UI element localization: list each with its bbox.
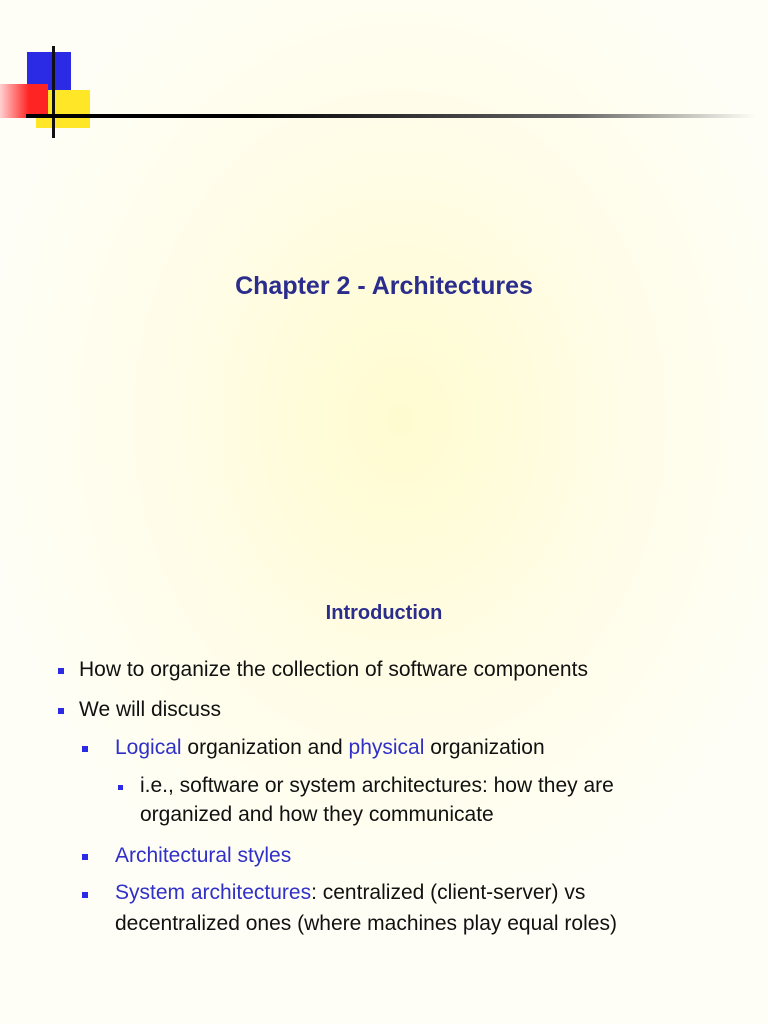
logo-vertical-line [52,46,55,138]
bullet-text-line: organized and how they communicate [140,803,494,826]
bullet-text [115,736,545,760]
bullet-marker-icon [58,708,64,714]
bullet-text-part: organization [424,736,545,759]
bullet-text-line: decentralized ones (where machines play equal roles) [115,912,617,935]
bullet-marker-icon [118,785,123,790]
logo-red-square [0,84,48,118]
slide-title: Chapter 2 - Architectures [235,272,533,300]
bullet-text: Architectural styles [115,844,292,867]
slide-subtitle: Introduction [325,602,443,624]
bullet-marker-icon [82,854,88,860]
header-rule [26,114,756,118]
highlight-term: physical [348,736,425,759]
bullet-text-line [115,877,585,908]
slide-logo [0,0,110,140]
highlight-term: System architectures [115,881,312,904]
bullet-text-line: i.e., software or system architectures: how they are [140,774,614,797]
bullet-text: How to organize the collection of software components [79,658,588,681]
bullet-text-part: organization and [181,736,349,759]
bullet-text-part: : centralized (client-server) vs [311,881,586,904]
bullet-marker-icon [82,746,88,752]
highlight-term: Logical [115,736,182,759]
bullet-marker-icon [82,892,88,898]
bullet-text: We will discuss [79,698,221,721]
bullet-marker-icon [58,668,64,674]
